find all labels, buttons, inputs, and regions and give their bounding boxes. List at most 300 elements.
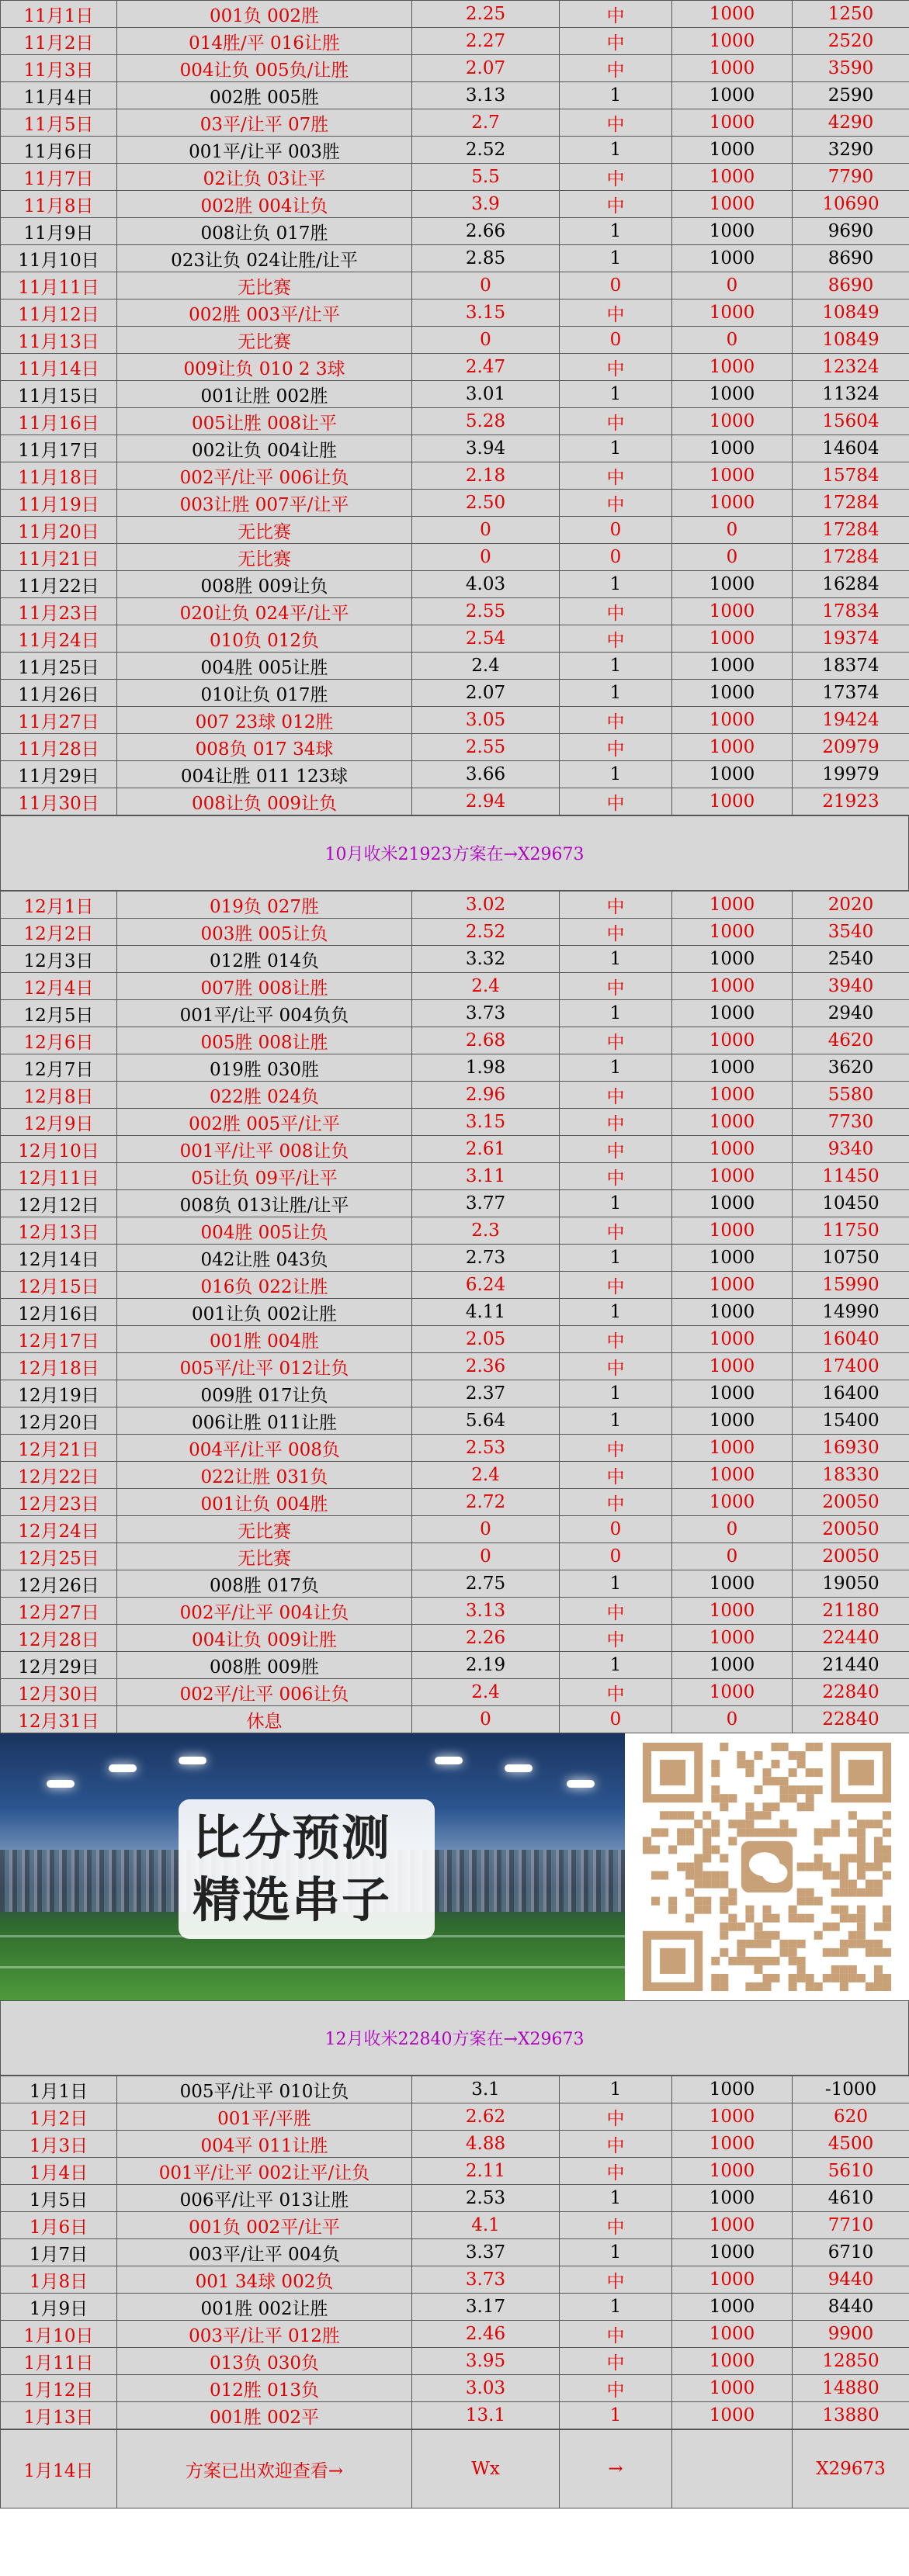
december-row (1, 1543, 909, 1570)
result-cell: 中 (560, 1109, 672, 1136)
result-cell: 中 (560, 490, 672, 517)
balance-cell: 19374 (793, 625, 909, 653)
result-cell: 中 (560, 408, 672, 435)
stake-cell: 1000 (672, 1652, 793, 1679)
date-cell: 12月31日 (1, 1706, 117, 1733)
date-cell: 12月25日 (1, 1543, 117, 1570)
balance-cell: 9340 (793, 1136, 909, 1163)
picks-cell: 001平/让平 002让平/让负 (117, 2158, 412, 2185)
date-cell: 12月17日 (1, 1326, 117, 1353)
balance-cell: 17374 (793, 680, 909, 707)
december-row (1, 1435, 909, 1462)
result-cell: 中 (560, 1462, 672, 1489)
stake-cell: 1000 (672, 191, 793, 218)
november-row (1, 734, 909, 761)
january-row (1, 2103, 909, 2131)
date-cell: 12月27日 (1, 1598, 117, 1625)
december-row (1, 1489, 909, 1516)
stake-cell: 1000 (672, 2212, 793, 2239)
balance-cell: 16930 (793, 1435, 909, 1462)
picks-cell: 014胜/平 016让胜 (117, 28, 412, 55)
balance-cell: 22840 (793, 1706, 909, 1733)
picks-cell: 022胜 024负 (117, 1082, 412, 1109)
date-cell: 12月21日 (1, 1435, 117, 1462)
picks-cell: 008让负 017胜 (117, 218, 412, 245)
balance-cell: 17284 (793, 544, 909, 571)
date-cell: 1月6日 (1, 2212, 117, 2239)
december-row (1, 1136, 909, 1163)
result-cell: 1 (560, 245, 672, 272)
december-row (1, 1299, 909, 1326)
odds-cell: 2.36 (412, 1353, 560, 1380)
date-cell: 11月6日 (1, 137, 117, 164)
odds-cell: 3.11 (412, 1163, 560, 1190)
stake-cell: 1000 (672, 1027, 793, 1054)
stake-cell: 1000 (672, 1462, 793, 1489)
december-row (1, 1109, 909, 1136)
date-cell: 11月8日 (1, 191, 117, 218)
result-cell: 中 (560, 2266, 672, 2294)
stake-cell: 1000 (672, 82, 793, 109)
stake-cell: 0 (672, 1543, 793, 1570)
stake-cell: 1000 (672, 435, 793, 462)
odds-cell: 3.15 (412, 299, 560, 327)
picks-cell: 006平/让平 013让胜 (117, 2185, 412, 2212)
balance-cell: 15990 (793, 1272, 909, 1299)
december-row (1, 1163, 909, 1190)
november-row (1, 191, 909, 218)
picks-cell: 001平/让平 003胜 (117, 137, 412, 164)
stake-cell: 1000 (672, 28, 793, 55)
date-cell: 11月15日 (1, 381, 117, 408)
result-cell: 1 (560, 653, 672, 680)
date-cell: 12月15日 (1, 1272, 117, 1299)
odds-cell: 2.4 (412, 973, 560, 1000)
balance-cell: 21923 (793, 788, 909, 815)
odds-cell: 2.96 (412, 1082, 560, 1109)
december-row (1, 1516, 909, 1543)
balance-cell: 2540 (793, 946, 909, 973)
picks-cell: 019负 027胜 (117, 892, 412, 919)
result-cell: 1 (560, 1652, 672, 1679)
balance-cell: 3940 (793, 973, 909, 1000)
odds-cell: 2.66 (412, 218, 560, 245)
balance-cell: 10849 (793, 327, 909, 354)
date-cell: 12月29日 (1, 1652, 117, 1679)
balance-cell: 8690 (793, 245, 909, 272)
result-cell: 1 (560, 2239, 672, 2266)
odds-cell: 2.55 (412, 734, 560, 761)
balance-cell: 16040 (793, 1326, 909, 1353)
stake-cell: 1000 (672, 1407, 793, 1435)
picks-cell: 无比赛 (117, 1516, 412, 1543)
january-row (1, 2402, 909, 2429)
picks-cell: 002胜 005平/让平 (117, 1109, 412, 1136)
picks-cell: 001让负 002让胜 (117, 1299, 412, 1326)
picks-cell: 005平/让平 010让负 (117, 2076, 412, 2103)
stake-cell: 1000 (672, 1136, 793, 1163)
picks-cell: 无比赛 (117, 327, 412, 354)
odds-cell: 2.68 (412, 1027, 560, 1054)
date-cell: 11月18日 (1, 462, 117, 490)
stake-cell: 1000 (672, 109, 793, 137)
footer-row-table (0, 2429, 909, 2508)
odds-cell: 0 (412, 544, 560, 571)
date-cell: 1月13日 (1, 2402, 117, 2429)
promo-banner (0, 1733, 909, 2000)
odds-cell: 3.73 (412, 1000, 560, 1027)
date-cell: 11月4日 (1, 82, 117, 109)
january-row (1, 2212, 909, 2239)
balance-cell: 3620 (793, 1054, 909, 1082)
stake-cell: 1000 (672, 1082, 793, 1109)
odds-cell: 3.13 (412, 82, 560, 109)
november-row (1, 517, 909, 544)
result-cell: 中 (560, 707, 672, 734)
result-cell: 中 (560, 1326, 672, 1353)
result-cell: 中 (560, 1, 672, 28)
november-row (1, 272, 909, 299)
november-row (1, 354, 909, 381)
balance-cell: 5580 (793, 1082, 909, 1109)
result-cell: 1 (560, 1407, 672, 1435)
picks-cell: 001平/平胜 (117, 2103, 412, 2131)
balance-cell: 11324 (793, 381, 909, 408)
picks-cell: 016负 022让胜 (117, 1272, 412, 1299)
odds-cell: 2.47 (412, 354, 560, 381)
december-row (1, 1272, 909, 1299)
picks-cell: 001负 002胜 (117, 1, 412, 28)
odds-cell: 2.25 (412, 1, 560, 28)
picks-cell: 001让胜 002胜 (117, 381, 412, 408)
result-cell: 中 (560, 2212, 672, 2239)
december-row (1, 1054, 909, 1082)
odds-cell: 3.9 (412, 191, 560, 218)
picks-cell: 007胜 008让胜 (117, 973, 412, 1000)
date-cell: 11月5日 (1, 109, 117, 137)
stadium-image (0, 1733, 625, 2000)
odds-cell: 2.94 (412, 788, 560, 815)
date-cell: 11月17日 (1, 435, 117, 462)
january-row (1, 2239, 909, 2266)
date-cell: 12月30日 (1, 1679, 117, 1706)
stake-cell: 0 (672, 517, 793, 544)
balance-cell: 13880 (793, 2402, 909, 2429)
picks-cell: 001让负 004胜 (117, 1489, 412, 1516)
december-row (1, 1706, 909, 1733)
result-cell: 1 (560, 2402, 672, 2429)
stake-cell: 1000 (672, 1190, 793, 1217)
november-row (1, 381, 909, 408)
date-cell: 11月28日 (1, 734, 117, 761)
october-summary-banner (0, 815, 909, 891)
date-cell: 11月20日 (1, 517, 117, 544)
picks-cell: 010让负 017胜 (117, 680, 412, 707)
picks-cell: 002平/让平 004让负 (117, 1598, 412, 1625)
picks-cell: 001平/让平 008让负 (117, 1136, 412, 1163)
result-cell: 中 (560, 191, 672, 218)
odds-cell: 2.85 (412, 245, 560, 272)
banner-text: 10月收米21923方案在→X29673 (1, 816, 909, 891)
picks-cell: 008胜 017负 (117, 1570, 412, 1598)
november-row (1, 625, 909, 653)
stake-cell: 1000 (672, 164, 793, 191)
date-cell: 12月10日 (1, 1136, 117, 1163)
date-cell: 11月9日 (1, 218, 117, 245)
balance-cell: 18330 (793, 1462, 909, 1489)
promo-card (179, 1799, 435, 1939)
odds-cell: 2.52 (412, 919, 560, 946)
date-cell: 12月3日 (1, 946, 117, 973)
result-cell: 中 (560, 164, 672, 191)
stake-cell: 0 (672, 544, 793, 571)
november-row (1, 218, 909, 245)
odds-cell: 6.24 (412, 1272, 560, 1299)
odds-cell: 13.1 (412, 2402, 560, 2429)
result-cell: 中 (560, 892, 672, 919)
balance-cell: 2020 (793, 892, 909, 919)
stake-cell: 1000 (672, 2076, 793, 2103)
stake-cell: 1000 (672, 892, 793, 919)
date-cell: 12月19日 (1, 1380, 117, 1407)
balance-cell: 2590 (793, 82, 909, 109)
picks-cell: 006让胜 011让胜 (117, 1407, 412, 1435)
result-cell: 1 (560, 1000, 672, 1027)
balance-cell: 5610 (793, 2158, 909, 2185)
november-row (1, 327, 909, 354)
january-row (1, 2131, 909, 2158)
picks-cell: 020让负 024平/让平 (117, 598, 412, 625)
picks-cell: 019胜 030胜 (117, 1054, 412, 1082)
result-cell: 0 (560, 1516, 672, 1543)
balance-cell: 7710 (793, 2212, 909, 2239)
result-cell: 中 (560, 1272, 672, 1299)
date-cell: 1月9日 (1, 2294, 117, 2321)
november-row (1, 707, 909, 734)
date-cell: 1月4日 (1, 2158, 117, 2185)
picks-cell: 004平 011让胜 (117, 2131, 412, 2158)
result-cell: 中 (560, 625, 672, 653)
date-cell: 11月25日 (1, 653, 117, 680)
date-cell: 12月24日 (1, 1516, 117, 1543)
picks-cell: 无比赛 (117, 544, 412, 571)
odds-cell: 0 (412, 1706, 560, 1733)
stake-cell: 1000 (672, 919, 793, 946)
result-cell: 中 (560, 2321, 672, 2348)
stake-cell: 1000 (672, 1570, 793, 1598)
result-cell: 中 (560, 55, 672, 82)
stake-cell: 1000 (672, 653, 793, 680)
result-cell: 0 (560, 544, 672, 571)
odds-cell: 2.3 (412, 1217, 560, 1245)
result-cell: 1 (560, 1190, 672, 1217)
footer-message: 方案已出欢迎查看→ (117, 2430, 412, 2508)
date-cell: 11月19日 (1, 490, 117, 517)
odds-cell: 2.27 (412, 28, 560, 55)
november-row (1, 490, 909, 517)
picks-cell: 008负 013让胜/让平 (117, 1190, 412, 1217)
stake-cell: 1000 (672, 1109, 793, 1136)
odds-cell: 2.55 (412, 598, 560, 625)
date-cell: 12月28日 (1, 1625, 117, 1652)
december-row (1, 946, 909, 973)
stake-cell: 1000 (672, 137, 793, 164)
result-cell: 中 (560, 28, 672, 55)
odds-cell: 3.94 (412, 435, 560, 462)
november-row (1, 28, 909, 55)
stake-cell: 1000 (672, 2321, 793, 2348)
january-row (1, 2294, 909, 2321)
odds-cell: 1.98 (412, 1054, 560, 1082)
picks-cell: 010负 012负 (117, 625, 412, 653)
result-cell: 0 (560, 272, 672, 299)
odds-cell: 2.07 (412, 680, 560, 707)
date-cell: 12月20日 (1, 1407, 117, 1435)
november-row (1, 653, 909, 680)
balance-cell: 22440 (793, 1625, 909, 1652)
picks-cell: 008让负 009让负 (117, 788, 412, 815)
balance-cell: -1000 (793, 2076, 909, 2103)
odds-cell: 0 (412, 1516, 560, 1543)
odds-cell: 2.26 (412, 1625, 560, 1652)
november-row (1, 788, 909, 815)
january-row (1, 2266, 909, 2294)
odds-cell: 0 (412, 1543, 560, 1570)
picks-cell: 无比赛 (117, 517, 412, 544)
november-row (1, 435, 909, 462)
stake-cell: 1000 (672, 2294, 793, 2321)
december-row (1, 1217, 909, 1245)
stake-cell: 1000 (672, 2185, 793, 2212)
stake-cell: 0 (672, 1706, 793, 1733)
picks-cell: 007 23球 012胜 (117, 707, 412, 734)
balance-cell: 20050 (793, 1516, 909, 1543)
date-cell: 11月23日 (1, 598, 117, 625)
odds-cell: 3.32 (412, 946, 560, 973)
november-row (1, 544, 909, 571)
odds-cell: 2.4 (412, 1679, 560, 1706)
picks-cell: 001胜 002平 (117, 2402, 412, 2429)
stake-cell: 1000 (672, 761, 793, 788)
balance-cell: 1250 (793, 1, 909, 28)
balance-cell: 11750 (793, 1217, 909, 1245)
picks-cell: 004让胜 011 123球 (117, 761, 412, 788)
balance-cell: 9900 (793, 2321, 909, 2348)
date-cell: 11月26日 (1, 680, 117, 707)
odds-cell: 3.1 (412, 2076, 560, 2103)
stake-cell: 1000 (672, 218, 793, 245)
date-cell: 11月29日 (1, 761, 117, 788)
balance-cell: 15400 (793, 1407, 909, 1435)
stake-cell: 1000 (672, 462, 793, 490)
stake-cell: 1000 (672, 707, 793, 734)
date-cell: 12月4日 (1, 973, 117, 1000)
date-cell: 12月16日 (1, 1299, 117, 1326)
odds-cell: 2.11 (412, 2158, 560, 2185)
date-cell: 11月22日 (1, 571, 117, 598)
balance-cell: 4290 (793, 109, 909, 137)
picks-cell: 001平/让平 004负负 (117, 1000, 412, 1027)
january-row (1, 2185, 909, 2212)
stake-cell: 1000 (672, 2239, 793, 2266)
picks-cell: 无比赛 (117, 272, 412, 299)
stake-cell: 1000 (672, 55, 793, 82)
january-row (1, 2321, 909, 2348)
results-table-december (0, 891, 909, 1733)
date-cell: 12月13日 (1, 1217, 117, 1245)
picks-cell: 013负 030负 (117, 2348, 412, 2375)
balance-cell: 7730 (793, 1109, 909, 1136)
date-cell: 12月1日 (1, 892, 117, 919)
november-row (1, 761, 909, 788)
stake-cell: 1000 (672, 408, 793, 435)
balance-cell: 22840 (793, 1679, 909, 1706)
stake-cell: 1000 (672, 598, 793, 625)
december-row (1, 1679, 909, 1706)
odds-cell: 3.95 (412, 2348, 560, 2375)
december-row (1, 1598, 909, 1625)
qr-code[interactable] (625, 1733, 909, 2000)
picks-cell: 002平/让平 006让负 (117, 1679, 412, 1706)
result-cell: 中 (560, 2103, 672, 2131)
picks-cell: 022让胜 031负 (117, 1462, 412, 1489)
odds-cell: 2.75 (412, 1570, 560, 1598)
november-row (1, 137, 909, 164)
picks-cell: 004胜 005让负 (117, 1217, 412, 1245)
january-row (1, 2158, 909, 2185)
odds-cell: 2.61 (412, 1136, 560, 1163)
december-row (1, 1380, 909, 1407)
stake-cell: 1000 (672, 571, 793, 598)
result-cell: 中 (560, 2131, 672, 2158)
odds-cell: 4.1 (412, 2212, 560, 2239)
stake-cell: 1000 (672, 2375, 793, 2402)
date-cell: 12月12日 (1, 1190, 117, 1217)
result-cell: 中 (560, 1163, 672, 1190)
balance-cell: 20050 (793, 1543, 909, 1570)
stake-cell: 1000 (672, 1272, 793, 1299)
december-row (1, 973, 909, 1000)
result-cell: 中 (560, 1435, 672, 1462)
picks-cell: 001负 002平/让平 (117, 2212, 412, 2239)
january-row (1, 2076, 909, 2103)
date-cell: 12月8日 (1, 1082, 117, 1109)
odds-cell: 3.66 (412, 761, 560, 788)
picks-cell: 008胜 009胜 (117, 1652, 412, 1679)
date-cell: 11月3日 (1, 55, 117, 82)
result-cell: 中 (560, 1082, 672, 1109)
odds-cell: 3.02 (412, 892, 560, 919)
stake-cell: 1000 (672, 1, 793, 28)
odds-cell: 3.15 (412, 1109, 560, 1136)
balance-cell: 21180 (793, 1598, 909, 1625)
odds-cell: 0 (412, 327, 560, 354)
footer-empty (672, 2430, 793, 2508)
november-row (1, 408, 909, 435)
december-row (1, 1407, 909, 1435)
picks-cell: 003平/让平 012胜 (117, 2321, 412, 2348)
date-cell: 1月7日 (1, 2239, 117, 2266)
picks-cell: 003平/让平 004负 (117, 2239, 412, 2266)
date-cell: 11月2日 (1, 28, 117, 55)
odds-cell: 2.7 (412, 109, 560, 137)
picks-cell: 002胜 004让负 (117, 191, 412, 218)
date-cell: 11月1日 (1, 1, 117, 28)
footer-id: X29673 (793, 2430, 909, 2508)
balance-cell: 15604 (793, 408, 909, 435)
result-cell: 中 (560, 788, 672, 815)
odds-cell: 3.73 (412, 2266, 560, 2294)
